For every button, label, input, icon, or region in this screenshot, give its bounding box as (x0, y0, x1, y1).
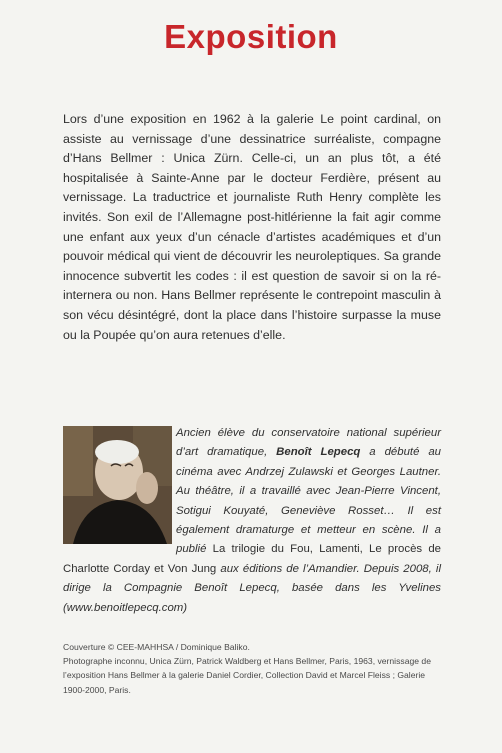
credit-cover: Couverture © CEE-MAHHSA / Dominique Baliko. (63, 642, 250, 652)
author-biography (63, 424, 441, 618)
book-summary: Lors d’une exposition en 1962 à la galerie Le point cardinal, on assiste au vernissage d’une dessinatrice surréaliste, compagne d’Hans Bellmer : Unica Zürn. Celle-ci, un an plus tôt, a été hospitalisée à Sainte-Anne par le docteur Ferdière, présent au vernissage. La traductrice et journaliste Ruth Henry complète les invités. Son exil de l’Allemagne post-hitlérienne la fait agir comme une enfant aux yeux d’un cénacle d’artistes académiques et d’un pouvoir médical qui vient de découvrir les neuroleptiques. Sa grande innocence subvertit les codes : il est question de savoir si on la ré-internera ou non. Hans Bellmer représente le contrepoint masculin à son vécu désintégré, dont la place dans l’histoire surpasse la muse ou la Poupée qu’on aura retenues d’elle. (63, 112, 441, 342)
bio-works: La trilogie du Fou, Lamenti, Le procès de Charlotte Corday et Von Jung (63, 543, 441, 575)
cover-credits (63, 640, 443, 697)
photo-spacer (63, 424, 176, 542)
credit-photo: Photographe inconnu, Unica Zürn, Patrick Waldberg et Hans Bellmer, Paris, 1963, vernissage de l’exposition Hans Bellmer à la galerie Daniel Cordier, Collection David et Marcel Fleiss ; Galerie 1900-2000, Paris. (63, 656, 431, 695)
bio-publisher: aux éditions de l’Amandier. Depuis 2008, il dirige la Compagnie Benoît Lepecq, basée dans les Yvelines (www.benoitlepecq.com) (63, 562, 441, 614)
book-title: Exposition (164, 18, 338, 55)
bio-career: a débuté au cinéma avec Andrzej Zulawski et Georges Lautner. Au théâtre, il a travaillé avec Jean-Pierre Vincent, Sotigui Kouyaté, Geneviève Rosset… Il est également dramaturge et metteur en scène. Il a publié (176, 446, 441, 556)
bio-intro: Ancien élève du conservatoire national supérieur d’art dramatique, (176, 427, 441, 459)
author-name: Benoît Lepecq (276, 446, 361, 459)
